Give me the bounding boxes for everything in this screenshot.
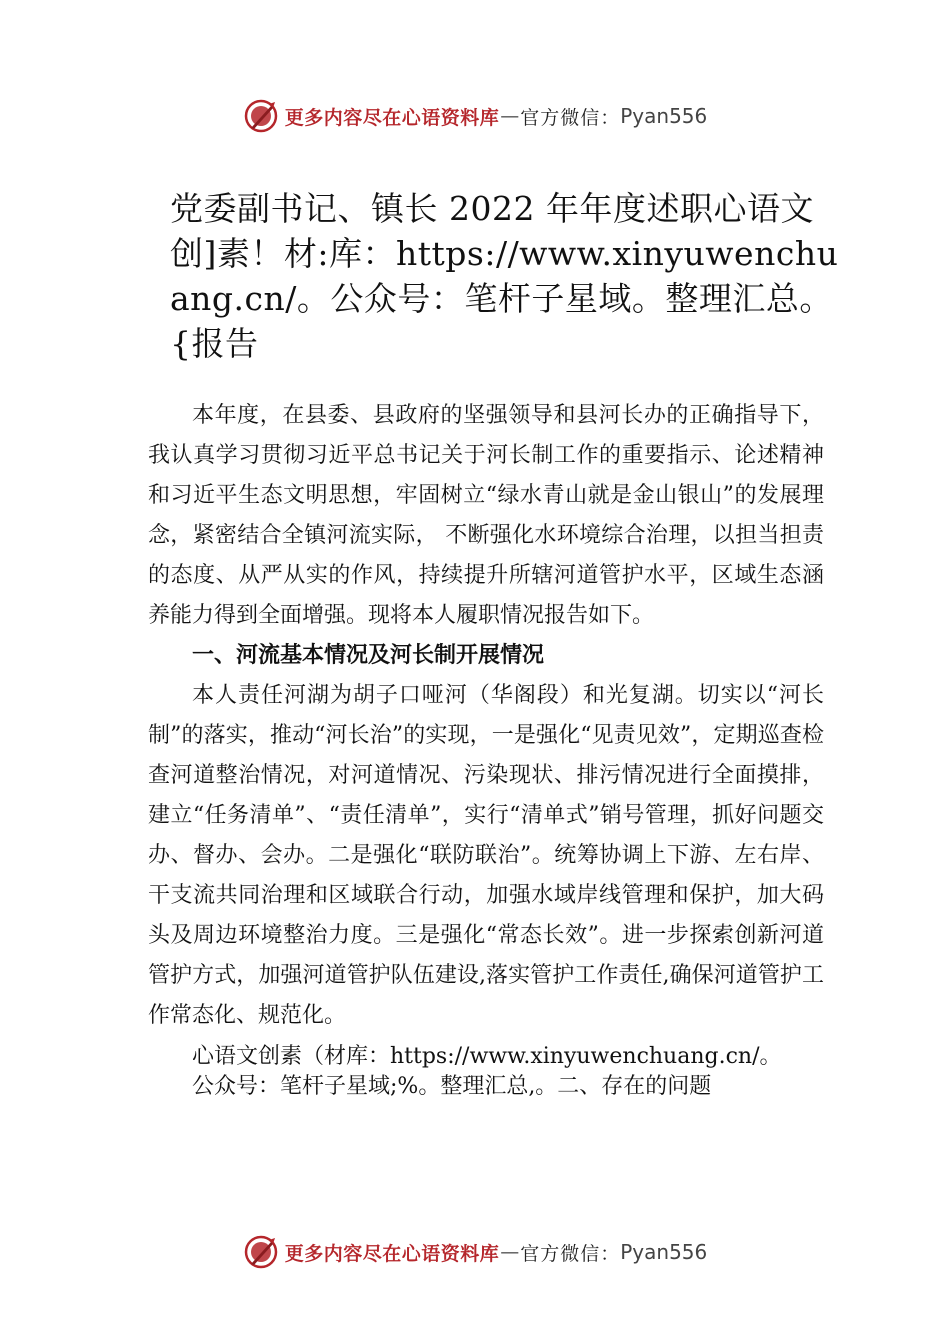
paragraph-section-1: 本人责任河湖为胡子口哑河（华阁段）和光复湖。切实以“河长制”的落实，推动“河长治”的实现，一是强化“见责见效”，定期巡查检查河道整治情况，对河道情况、污染现状、排污情况进行全面摸排，建立“任务清单”、“责任清单”，实行“清单式”销号管理，抓好问题交办、督办、会办。二是强化“联防联治”。统筹协调上下游、左右岸、干支流共同治理和区域联合行动，加强水域岸线管理和保护，加大码头及周边环境整治力度。三是强化“常态长效”。进一步探索创新河道管护方式，加强河道管护队伍建设,落实管护工作责任,确保河道管护工作常态化、规范化。 xyxy=(148,683,824,1028)
header-banner xyxy=(0,96,950,136)
footer-wechat-handle: Pyan556 xyxy=(620,1240,708,1264)
paragraph-source-line-2: 公众号：笔杆子星域;%。整理汇总,。二、存在的问题 xyxy=(192,1074,712,1099)
section-heading-1: 一、河流基本情况及河长制开展情况 xyxy=(192,643,545,668)
quill-seal-logo-icon xyxy=(243,1234,279,1270)
banner-wechat-handle: Pyan556 xyxy=(620,104,708,128)
banner-lead-text: 更多内容尽在心语资料库 xyxy=(284,106,500,129)
footer-wechat-label: 官方微信： xyxy=(520,1242,621,1265)
footer-dash: — xyxy=(500,1241,520,1263)
footer-lead-text: 更多内容尽在心语资料库 xyxy=(284,1242,500,1265)
banner-dash: — xyxy=(500,105,520,127)
footer-banner xyxy=(0,1232,950,1272)
banner-wechat-label: 官方微信： xyxy=(520,106,621,129)
paragraph-source-line-1: 心语文创素（材库：https://www.xinyuwenchuang.cn/。 xyxy=(192,1044,782,1069)
document-title: 党委副书记、镇长 2022 年年度述职心语文创]素！材:库：https://www.xinyuwenchuang.cn/。公众号：笔杆子星域。整理汇总。{报告 xyxy=(170,189,839,363)
paragraph-intro: 本年度，在县委、县政府的坚强领导和县河长办的正确指导下，我认真学习贯彻习近平总书记关于河长制工作的重要指示、论述精神和习近平生态文明思想，牢固树立“绿水青山就是金山银山”的发展理念，紧密结合全镇河流实际， 不断强化水环境综合治理，以担当担责的态度、从严从实的作风，持续提升所辖河道管护水平，区域生态涵养能力得到全面增强。现将本人履职情况报告如下。 xyxy=(148,403,824,628)
document-body xyxy=(148,396,824,1102)
quill-seal-logo-icon xyxy=(243,98,279,134)
